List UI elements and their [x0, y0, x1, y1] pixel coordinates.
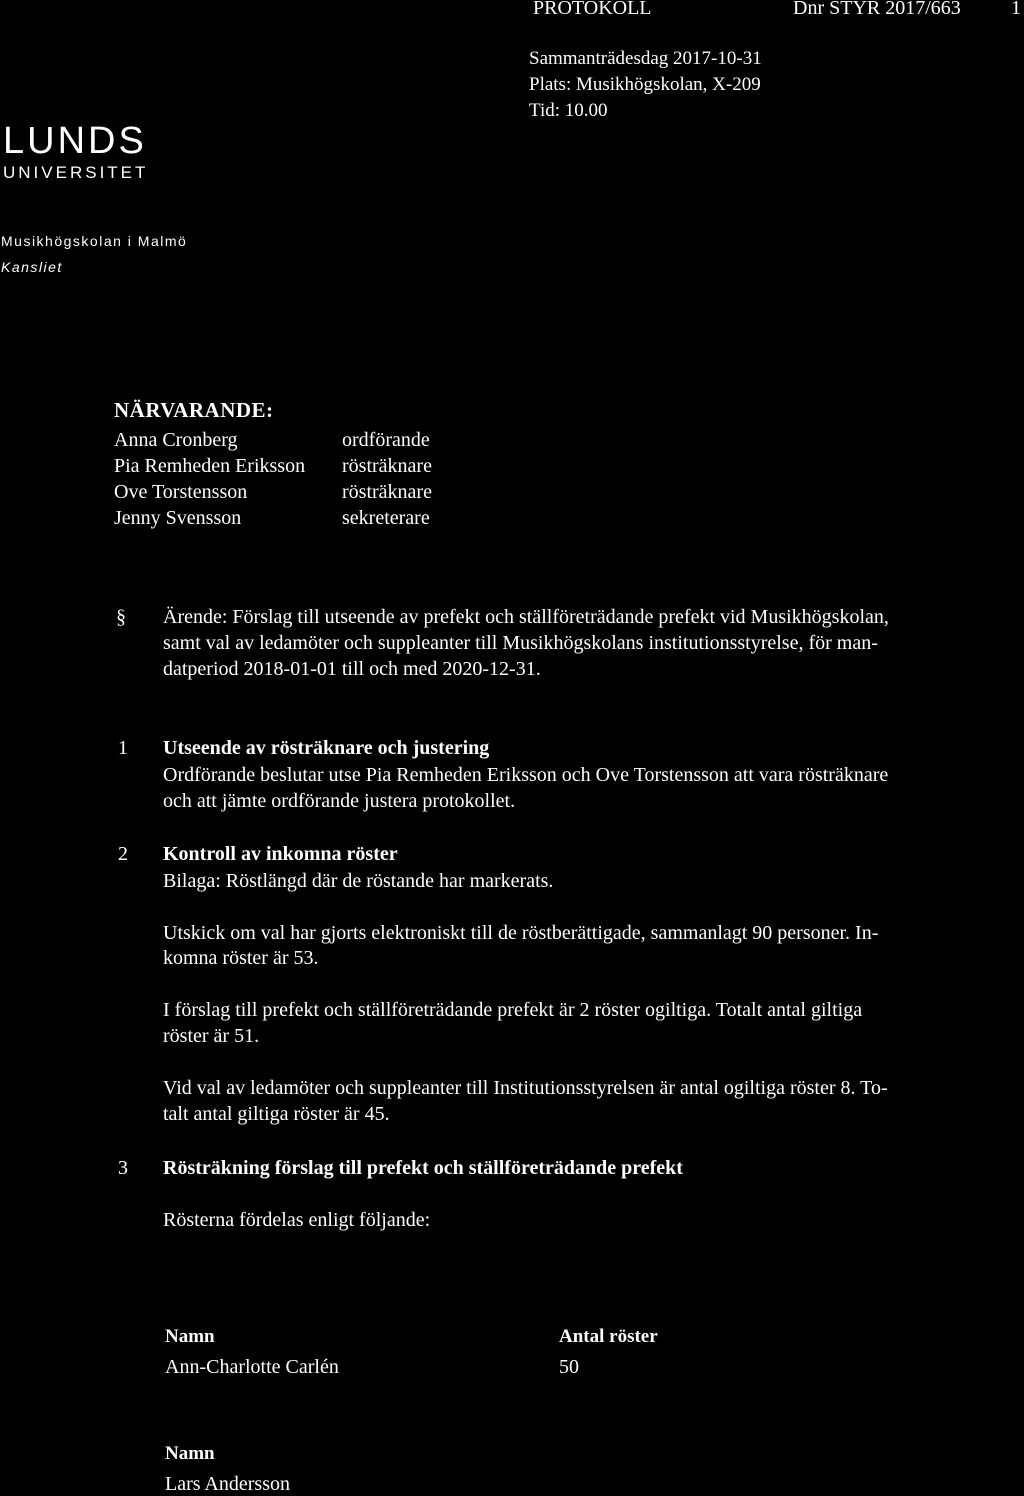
attendee-role: sekreterare — [342, 507, 430, 529]
item-paragraph-line: Vid val av ledamöter och suppleanter till Institutionsstyrelsen är antal ogiltiga röster 8. To- — [163, 1077, 888, 1099]
item-number: 2 — [118, 843, 128, 865]
item-title: Rösträkning förslag till prefekt och ställföreträdande prefekt — [163, 1157, 683, 1179]
attendee-name: Pia Remheden Eriksson — [114, 455, 306, 477]
subject-line: datperiod 2018-01-01 till och med 2020-12-31. — [163, 658, 541, 680]
attendee-name: Jenny Svensson — [114, 507, 242, 529]
item-title: Utseende av rösträknare och justering — [163, 737, 490, 759]
item-paragraph-line: I förslag till prefekt och ställföreträdande prefekt är 2 röster ogiltiga. Totalt antal giltiga — [163, 999, 863, 1021]
document-type: PROTOKOLL — [533, 0, 652, 19]
department-unit: Kansliet — [1, 259, 63, 275]
item-text-line: Bilaga: Röstlängd där de röstande har markerats. — [163, 870, 554, 892]
meeting-date: Sammanträdesdag 2017-10-31 — [529, 48, 762, 69]
attendee-name: Anna Cronberg — [114, 429, 238, 451]
attendee-role: rösträknare — [342, 455, 432, 477]
item-paragraph-line: Utskick om val har gjorts elektroniskt till de röstberättigade, sammanlagt 90 personer. In- — [163, 922, 879, 944]
vote-table-candidate: Lars Andersson — [165, 1473, 290, 1495]
item-text-line: Ordförande beslutar utse Pia Remheden Eriksson och Ove Torstensson att vara rösträknare — [163, 764, 889, 786]
diary-number: Dnr STYR 2017/663 — [793, 0, 961, 19]
item-number: 3 — [118, 1157, 128, 1179]
meeting-time: Tid: 10.00 — [529, 100, 608, 121]
page-number: 1 — [1011, 0, 1021, 19]
item-text-line: och att jämte ordförande justera protokollet. — [163, 790, 516, 812]
attendee-role: rösträknare — [342, 481, 432, 503]
university-logo-subtitle: UNIVERSITET — [3, 163, 149, 182]
vote-table-candidate: Ann-Charlotte Carlén — [165, 1356, 339, 1378]
subject-line: samt val av ledamöter och suppleanter till Musikhögskolans institutionsstyrelse, för man- — [163, 632, 878, 654]
item-paragraph-line: talt antal giltiga röster är 45. — [163, 1103, 390, 1125]
section-symbol: § — [116, 606, 126, 628]
vote-table-header-votes: Antal röster — [559, 1326, 658, 1347]
item-title: Kontroll av inkomna röster — [163, 843, 398, 865]
vote-table-count: 50 — [559, 1356, 579, 1378]
attendee-name: Ove Torstensson — [114, 481, 248, 503]
attendees-heading: NÄRVARANDE: — [114, 398, 274, 422]
item-number: 1 — [118, 737, 128, 759]
department-name: Musikhögskolan i Malmö — [1, 233, 188, 249]
vote-table-header-name: Namn — [165, 1326, 215, 1347]
attendee-role: ordförande — [342, 429, 430, 451]
university-logo-wordmark: LUNDS — [3, 120, 147, 162]
item-paragraph-line: röster är 51. — [163, 1025, 260, 1047]
vote-table-header-name: Namn — [165, 1443, 215, 1464]
subject-line: Ärende: Förslag till utseende av prefekt och ställföreträdande prefekt vid Musikhögskolan, — [163, 606, 889, 628]
item-paragraph-line: komna röster är 53. — [163, 947, 319, 969]
item-text-line: Rösterna fördelas enligt följande: — [163, 1209, 431, 1231]
meeting-place: Plats: Musikhögskolan, X-209 — [529, 74, 761, 95]
